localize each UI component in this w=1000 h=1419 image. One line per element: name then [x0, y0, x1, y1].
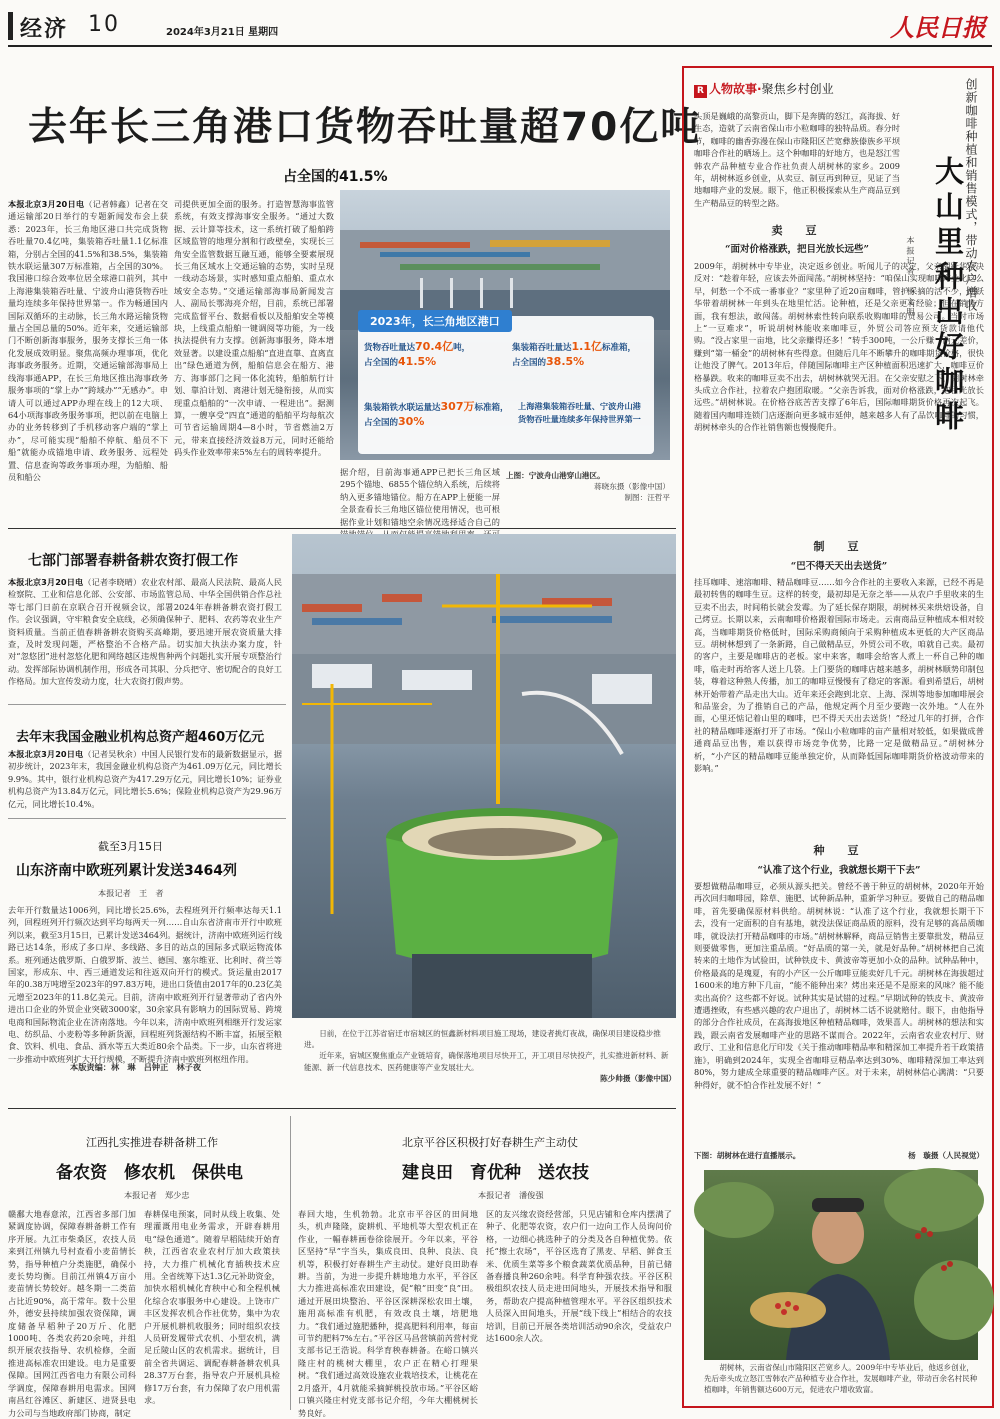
infographic-panel [358, 316, 654, 454]
construction-caption [304, 1028, 676, 1084]
jx-col-2-text: 春耕保电预案，同时从线上收集、处理灌溉用电业务需求，开辟春耕用电“绿色通道”。随着早稻陆续开始育秧，江西省农业农村厅加大政策扶持，大力推广机械化育插秧技术应用。全省统筹下达1.3亿元补助资金，加快水稻机械化育秧中心和全程机械化综合农事服务中心建设。上饶市广丰区发挥农机合作社优势，集中为农户开展机耕机收服务；同时组织农技人员研发履带式农机、小型农机，满足丘陵山区的农机需求。据统计，目前全省共调运、调配春耕备耕农机具28.37万台套，指导农户开展机具检修17万台套，有力保障了农户用机需求。 [144, 1209, 280, 1406]
design-credit: 制图：汪哲平 [624, 493, 670, 503]
item1-value: 70.4亿 [415, 340, 454, 353]
feature-intro [694, 110, 900, 218]
divider-story3 [8, 818, 286, 819]
section-name: 经济 [20, 17, 69, 42]
infographic-heading: 2023年，长三角地区港口 [358, 310, 512, 332]
infographic-item-3 [364, 400, 514, 446]
pg-col-1 [298, 1208, 478, 1418]
pg-byline: 本报记者 潘俊强 [478, 1190, 544, 1200]
divider-bottom-vertical [290, 1116, 291, 1410]
feature-quote2: “巴不得天天出去送货” [790, 561, 888, 572]
pg-col-2-text: 区的友兴缘农资经营部，只见店铺和仓库内摆满了种子、化肥等农资，农户们一边向工作人员询问价格，一边细心挑选种子的分类及各自种植优势。依托“擦土农场”，平谷区选育了黑麦、早稻、鲜食玉米、优质生菜等多个粮食蔬菜优质品种，目前已储备春播良种260余吨。科学育种强农技。平谷区积极组织农技人员走进田间地头，开展技术指导和服务，帮助农户提高种植管理水平。平谷区组织技术人员深入田间地头，开展“线下线上”相结合的农技培训，目前已开展各类培训活动90余次，受益农户达1600余人次。 [486, 1209, 672, 1344]
divider-bottom [8, 1108, 676, 1109]
construction-photo-art [292, 534, 676, 1018]
construction-photo [292, 534, 676, 1018]
item4-line1: 上海港集装箱吞吐量、宁波舟山港 [518, 401, 641, 411]
jx-col-2 [144, 1208, 280, 1406]
item2-share-label: 占全国的 [512, 358, 547, 368]
item2-unit: 标准箱， [602, 343, 637, 353]
feature-sec3-text: 要想做精品咖啡豆，必须从源头把关。曾经不善于种豆的胡树林，2020年开始再次回归咖啡园，除草、施肥、试种新品种，重新学习种豆。要做自己的精品咖啡，首先要确保原材料供给。胡树林说：“认准了这个行业，我就想长期干下去，没有一定面积的自有基地，就没法保证商品质的原料，没有足够的高品质咖啡，就设法打开精品咖啡的市场。”胡树林解释，商品豆销售主要靠批发，精品豆则要做零售，更加注重品质。“好品质的第一关，就是好品种。”胡树林把自己流转来的土地作为试验田，试种铁皮卡、黄波帝等更加小众的品种。试种品种中，价格最高的是瑰夏，有的小产区一公斤咖啡豆能卖好几千元。胡树林在海拔超过1600米的地方种下几亩，“能不能种出来？烤出来还是不是原来的风味？能不能卖出高价？这些都不好说。试种其实是试错的过程。”早期试种的铁皮卡、黄波帝遭遇挫败，有些感兴趣的农户退出了，胡树林二话不说就赔付。眼下，由他指导的部分合作社成员，在高海拔地区种植精品咖啡，效果喜人。胡树林的想法和实践，跟云南省发展咖啡产业的思路不谋而合。2022年，云南省农业农村厅、财政厅、工业和信息化厅印发《关于推动咖啡精品率和精深加工率提升若干政策措施》，明确到2024年，实现全省咖啡豆精品率达到30%、咖啡精深加工率达到80%，努力建成全球重要的精品咖啡产区。对于未来，胡树林信心满满：“只要种得好，就不怕合作社发展不好！” [694, 881, 984, 1090]
lead-subtitle: 占全国的41.5% [283, 169, 388, 185]
story2-title: 七部门部署春耕备耕农资打假工作 [28, 553, 238, 569]
construction-caption-line2: 近年来，宿城区聚焦重点产业链培育，确保落地项目尽快开工，开工项目尽快投产，扎实推进新材料、新能源、新一代信息技术、医药健康等产业发展壮大。 [304, 1051, 669, 1072]
feature-tag-icon: R [694, 85, 707, 98]
lead-col-3-text: 据介绍，目前海事通APP已把长三角区域295个锚地、6855个锚位纳入系统，后续将纳入更多锚地锚位。船方在APP上便能一屏全景查看长三角地区锚位使用情况，也可根据作业计划和锚地空余情况选择适合自己的 [340, 467, 500, 527]
item2-share: 38.5% [546, 355, 585, 368]
story4-text: 去年开行数量达1006列，同比增长25.6%，去程班列开行频率达每天1.1列，回程班列开行频次达到平均每两天一列……自山东省济南市开行中欧班列以来，截至3月15日，已累计发送3464列。据统计，济南中欧班列运行线路已达14条，形成了多口岸、多线路、多目的站点的国际多式联运物流体系。班列通达俄罗斯、白俄罗斯、波兰、德国、塞尔维亚、比利时、荷兰等国家，形成东、中、西三通道发运和往返双向开行的模式。货运量由2017年的0.38万吨增至2023年的97.83万吨，进出口货值由2017年的0.23亿美元增至2023年的11.8亿美元。目前，济南中欧班列开行显著带动了省内外进出口企业的外贸企业突破3000家，30余家具有影响力的国际贸易、跨境电商和国际物流企业在济南落地。今年以来，济南中欧班列相继开行发运家电、纺织品、小麦粉等多种新货源，回程班列货源结构不断丰富，拓展至粮食、饮料、机电、食品、酒水等五大类近80余个品类。下一步，山东省将进一步推动中欧班列扩大开行规模，不断提升济南中欧班列枢纽作用。 [8, 905, 282, 1064]
item3-unit: 标准箱， [474, 403, 509, 413]
feature-photo-caption: 胡树林，云南省保山市隆阳区芒宽乡人。2009年中专毕业后，他返乡创业，先后牵头成立怒江雪韩农产品种植专业合作社，发展咖啡产业，带动百余名村民种植咖啡，年销售额达600万元，促进农户增收致富。 [704, 1363, 978, 1395]
lead-col-2-text: 司提供更加全面的服务。打造智慧海事监管系统，有效支撑海事安全服务。“通过大数据、云计算等技术，这一系统打破了船舶跨区域监管的地理分割和行政壁垒，实现长三角安全监管数据互融互通，能够全要素展现长三角区域水上交通运输的态势，实时呈现一线动态场景，实时感知重点船舶、重点水域安全态势。”交通运输部海事局新闻发言人、副局长鄂海亮介绍，目前，系统已部署完成监督平台、数据看板以及船舶安全等模块，上线重点船舶一键调阅等功能，为一线执法提供有力支撑。创新海事服务，降本增效显著。以建设重点船舶“直进直靠、直离直出”绿色通道为例，船舶信息会在船方、港方、海事部门之间一体化流转，船舶航行计划、靠泊计划、离港计划无缝衔接，从而实现重点船舶的“一次申请、一程进出”。据测算，一艘享受“四直”通道的船舶平均每航次可节省运输周期4—8小时，节省燃油2万元，带来直接经济效益8万元，同时还能给码头作业效率带来5%左右的周转率提升。 [174, 199, 334, 458]
item3-label: 集装箱铁水联运量达 [364, 403, 441, 413]
story4-title: 山东济南中欧班列累计发送3464列 [16, 863, 237, 879]
item2-label: 集装箱吞吐量达 [512, 343, 572, 353]
story3-text: 中国人民银行发布的最新数据显示，据初步统计，2023年末，我国金融业机构总资产为461.09万亿元，同比增长9.9%。其中，银行业机构总资产为417.29万亿元，同比增长10%；证券业机构总资产为13.84万亿元，同比增长5.6%；保险业机构总资产为29.96万亿元，同比增长10.4%。 [8, 749, 282, 809]
feature-title: 大山里种出好咖啡 [931, 156, 965, 436]
masthead-left-bar [8, 12, 13, 40]
paper-logo: 人民日报 [890, 13, 986, 42]
port-photo-credit: 蒋晓东摄（影像中国） [594, 482, 670, 492]
feature-column-tag [694, 80, 834, 98]
issue-date: 2024年3月21日 星期四 [166, 27, 279, 38]
pg-kicker: 北京平谷区积极打好春耕生产主动仗 [402, 1136, 578, 1149]
story3-body [8, 748, 282, 810]
pg-col-1-text: 春回大地，生机勃勃。北京市平谷区的田间地头，机声隆隆，旋耕机、平地机等大型农机正在作业，一幅春耕画卷徐徐展开。今年以来，平谷区坚持“早”字当头，集成良田、良种、良法、良机等，积极打好春耕生产主动仗。建好良田助春耕。当前，为进一步提升耕地地力水平，平谷区大力推进高标准农田建设，促“粮”田变“良”田。通过开展田块整治、平谷区深耕深松农田土壤，施用高标准有机肥，有效改良土壤，培肥地力。“我们通过施肥播种，提高肥料利用率，每亩可节约肥料7%左右。”平谷区马昌营镇前芮营村党支部书记王浩说。科学育秧春耕备。在峪口镇兴隆庄村的桃树大棚里，农户正在精心打理果树。“我们通过高效设施农业栽培技术，让桃花在2月盛开，4月就能采摘鲜桃投放市场。”平谷区峪口镇兴隆庄村党支部书记介绍，今年大棚桃树长势良好。 [298, 1209, 478, 1418]
story4-kicker: 截至3月15日 [98, 840, 163, 853]
lead-col-3 [340, 466, 500, 527]
page-number: 10 [88, 12, 120, 37]
lead-col-1-text: 记者在交通运输部20日举行的专题新闻发布会上获悉：2023年，长三角地区港口共完成货物吞吐量70.4亿吨，集装箱吞吐量1.1亿标准箱，分别占全国的41.5%和38.5%，集装箱铁水联运量307万标准箱，占全国的30%。我国港口综合效率位居全球港口前列，其中上海港集装箱吞吐量、宁波舟山港货物吞吐量均连续多年保持世界第一。作为畅通国内国际双循环的主动脉，长三角水路运输货物量占全国总量的50%。近年来，交通运输部门不断创新海事服务，服务支撑长三角一体化发展成效明显。聚焦高频办理事项，优化海事政务服务。近期，交通运输部海事局上线海事通APP，在长三角地区推出海事政务服务事项的“掌上办”“跨域办”“无感办”。申请人可以通过APP办理在线上的12大项、64小项海事政务服务事项，把以前在电脑上办的业务转移到了手机移动客户端的“掌上办”，尽可能实现“船舶不停航、船员不下船”就能办成锚地申请、政务服务、远程处置、信息查询等政务事项办理，为船舶、船员和船公 [8, 199, 168, 482]
jx-title: 备农资 修农机 保供电 [56, 1163, 243, 1183]
jx-kicker: 江西扎实推进春耕备耕工作 [86, 1136, 218, 1149]
coffee-farmer-photo-art [704, 1170, 978, 1360]
feature-sec2-body [694, 576, 984, 836]
lead-col-1 [8, 198, 168, 514]
port-photo [340, 190, 670, 460]
feature-sec1: 卖 豆 [771, 224, 823, 237]
pg-col-2 [486, 1208, 672, 1406]
page-editors: 本版责编：林 琳 吕钟正 林子夜 [70, 1062, 202, 1072]
feature-sec1-body [694, 260, 984, 532]
item3-share: 30% [398, 415, 425, 428]
item3-value: 307万 [440, 400, 475, 413]
construction-caption-line1: 日前，在位于江苏省宿迁市宿城区的恒鑫新材料项目施工现场，建设者挑灯夜战，确保项目建设稳步推进。 [304, 1029, 661, 1050]
feature-sec2-text: 挂耳咖啡、速溶咖啡、精品咖啡豆……如今合作社的主要收入来源，已经不再是最初转售的咖啡生豆。这样的转变，最初却是无奈之举——从农户手里收来的生豆卖不出去，时间稍长就会发霉。为了延长保存期限，胡树林买来烘焙设备，自己烤豆。长期以来，云南咖啡价格跟着国际市场走。云南商品豆种植成本相对较高，当咖啡期货价格低时，国际采购商倾向于采购种植成本更低的大产区商品豆。胡树林想到了一条新路，自己做精品豆，外贸公司不收，咱就自己卖。最初的客户，主要是咖啡店的老板。家中来客，咖啡会给客人煮上一杯自己种的咖啡，临走时再给客人送上几袋。上门要货的咖啡店越来越多，胡树林顺势印制包装，尊着这种熟人传播，加工的咖啡豆慢慢有了稳定的客源。看到希望后，胡树林开始带着产品走出大山。近年来还会跑到北京、上海、深圳等地参加咖啡展会和品鉴会，为了推销自己的产品，他规定两个月至少要跑一次外地。“人在外面，心里还惦记着山里的咖啡，巴不得天天出去送货！”经过几年的打拼，合作社的精品咖啡逐渐打开了市场。“保山小粒咖啡的亩产量相对较低，如果做成普通商品豆出售，难以获得市场竞争优势，比路一定是做精品豆。”胡树林分析，“小产区的精品咖啡豆能单独定价，从而降低国际咖啡期货价格波动带来的影响。” [694, 577, 984, 774]
infographic-item-2 [512, 340, 652, 386]
feature-column-name: 聚焦乡村创业 [761, 82, 834, 96]
item3-share-label: 占全国的 [364, 418, 399, 428]
feature-intro-text: 头顶是巍峨的高黎贡山，脚下是奔腾的怒江，高海拔、好生态，造就了云南省保山市小粒咖啡的独特品质。春分时节，咖啡的幽香弥漫在保山市隆阳区芒宽彝族傣族乡平坝咖啡合作社的晒场上。这个种咖啡的好地方，也是怒江雪韩农产品种植专业合作社负责人胡树林的家乡。2009年，胡树林返乡创业，从卖豆、制豆再到种豆，见证了当地咖啡产业的发展。眼下，他正积极探索从生产商品豆到生产精品豆的转型之路。 [694, 111, 900, 208]
jx-col-1-text: 赣鄱大地春意浓，江西省多部门加紧调度协调，保障春耕备耕工作有序开展。九江市柴桑区，农技人员来到江州镇九号村查看小麦苗情长势，指导种植户分类施肥，确保小麦长势均衡。目前江州镇4万亩小麦苗情长势较好。越冬期一二类苗占比近90%，高于常年。数十公里外，德安县持续加强农资保障，调度储备早稻种子20万斤、化肥1000吨、各类农药20余吨，并组织开展农技指导、农机检修，全面推进高标准农田建设。电力是重要保障。国网江西省电力有限公司科学调度，保障春耕用电需求。国网南昌红谷滩区、新建区、进贤县电力公司与当地政府部门协商，制定 [8, 1209, 136, 1418]
item1-label: 货物吞吐量达 [364, 343, 416, 353]
feature-sec1-text: 2009年，胡树林中专毕业，决定返乡创业。听闻儿子的决定，父亲胡跃华坚决反对：“趁着年轻，应该去外面闯荡。”胡树林坚持：“咱保山实现咖啡产业化这么早，何愁一个不成一番事业？”家里种了近20亩咖啡，管护采摘的活不少，胡跃华带着胡树林一年到头在地里忙活。论种植，还是父亲更有经验；但在销售方面，我有想法，敢闯荡。胡树林索性转向联系收购咖啡的贸易公司。当时市场上“一豆难求”，听说胡树林能收来咖啡豆，外贸公司答应预支货款请他代购。“没占家里一亩地，比父亲赚得还多！”转手300吨，一公斤赚一两元差价，赚到“第一桶金”的胡树林有些得意。但随后几年不断攀升的咖啡期货价格，很快让他没了脾气。2013年后，伴随国际咖啡主产区种植面积迅速扩大，咖啡豆价格暴跌。收来的咖啡豆卖不出去，胡树林就哭无泪。在父亲安慰之下，胡树林牵头成立合作社，拉着农户抱团取暖。“父亲告诉我，面对价格涨跌，把目光放长远些。”胡树林说。在价格谷底苦苦支撑了6年后，国际咖啡期货价格再次起飞。随着国内咖啡连锁门店逐渐向更多城市延伸，越来越多人有了品饮咖啡的习惯，胡树林牵头的合作社销售额也慢慢爬升。 [694, 261, 984, 433]
feature-tag-label: 人物故事 [709, 82, 758, 96]
story3-title: 去年末我国金融业机构总资产超460万亿元 [16, 730, 265, 745]
divider-story2 [8, 704, 286, 705]
pg-title: 建良田 育优种 送农技 [402, 1163, 589, 1183]
feature-photo-note: 下图：胡树林在进行直播展示。 [694, 1151, 801, 1160]
divider-lead [8, 528, 676, 529]
story4-byline: 本报记者 王 者 [98, 888, 164, 898]
item4-line2: 货物吞吐量连续多年保持世界第一 [518, 414, 641, 424]
feature-quote3: “认准了这个行业，我就想长期干下去” [757, 865, 921, 876]
masthead-rule [8, 45, 992, 47]
feature-sec3: 种 豆 [813, 844, 865, 857]
port-photo-credits [506, 470, 670, 504]
story2-text: 农业农村部、最高人民法院、最高人民检察院、工业和信息化部、公安部、市场监管总局、中华全国供销合作总社等七部门日前在京联合召开视频会议，部署2024年春耕备耕农资打假工作。会议强调，守牢粮食安全底线，必须确保种子、肥料、农药等农业生产资料质量。当前正值春耕备耕农资购买高峰期，要迅速开展农资质量大排查，及时发现问题，严格整治不合格产品。切实加大执法办案力度，针对“忽悠团”进村忽悠化肥和网络越区违规售种两个问题扎实开展专项整治行动。发挥部际协调机制作用，形成各司其职、分兵把守、密切配合的良好工作格局。加大宣传发动力度，壮大农资打假声势。 [8, 577, 282, 687]
lead-title: 去年长三角港口货物吞吐量超70亿吨 [28, 105, 702, 150]
item1-unit: 吨， [453, 343, 471, 353]
feature-photo-note-row [694, 1150, 984, 1161]
jx-col-1 [8, 1208, 136, 1418]
construction-caption-credit: 陈少帅摄（影像中国） [600, 1073, 676, 1083]
item1-share-label: 占全国的 [364, 358, 399, 368]
feature-tag-sep: · [757, 82, 762, 96]
lead-col-2 [174, 198, 334, 514]
infographic-item-4 [518, 400, 652, 446]
feature-sec2: 制 豆 [813, 540, 865, 553]
feature-subtitle: 创新咖啡种植和销售模式，带动农户增收 [964, 78, 978, 312]
masthead [8, 6, 992, 44]
story2-dateline: 本报北京3月20日电 [8, 577, 84, 587]
port-photo-note: 上图：宁波舟山港穿山港区。 [506, 471, 605, 480]
coffee-farmer-photo [704, 1170, 978, 1360]
item1-share: 41.5% [398, 355, 437, 368]
feature-sec3-body [694, 880, 984, 1148]
story3-dateline: 本报北京3月20日电 [8, 749, 84, 759]
lead-reporter: （记者韩鑫） [84, 199, 135, 209]
story4-body [8, 904, 282, 1064]
lead-dateline: 本报北京3月20日电 [8, 199, 85, 209]
feature-byline: 本报记者 杨文明 [906, 236, 916, 318]
feature-quote1: “面对价格涨跌，把目光放长远些” [725, 244, 869, 255]
jx-byline: 本报记者 郑少忠 [124, 1190, 190, 1200]
story3-reporter: （记者吴秋余） [83, 749, 142, 759]
item2-value: 1.1亿 [571, 340, 603, 353]
infographic-item-1 [364, 340, 504, 386]
story2-body [8, 576, 282, 696]
feature-photo-credit: 杨 璇摄（人民视觉） [908, 1151, 984, 1160]
story2-reporter: （记者李晓晴） [83, 577, 142, 587]
